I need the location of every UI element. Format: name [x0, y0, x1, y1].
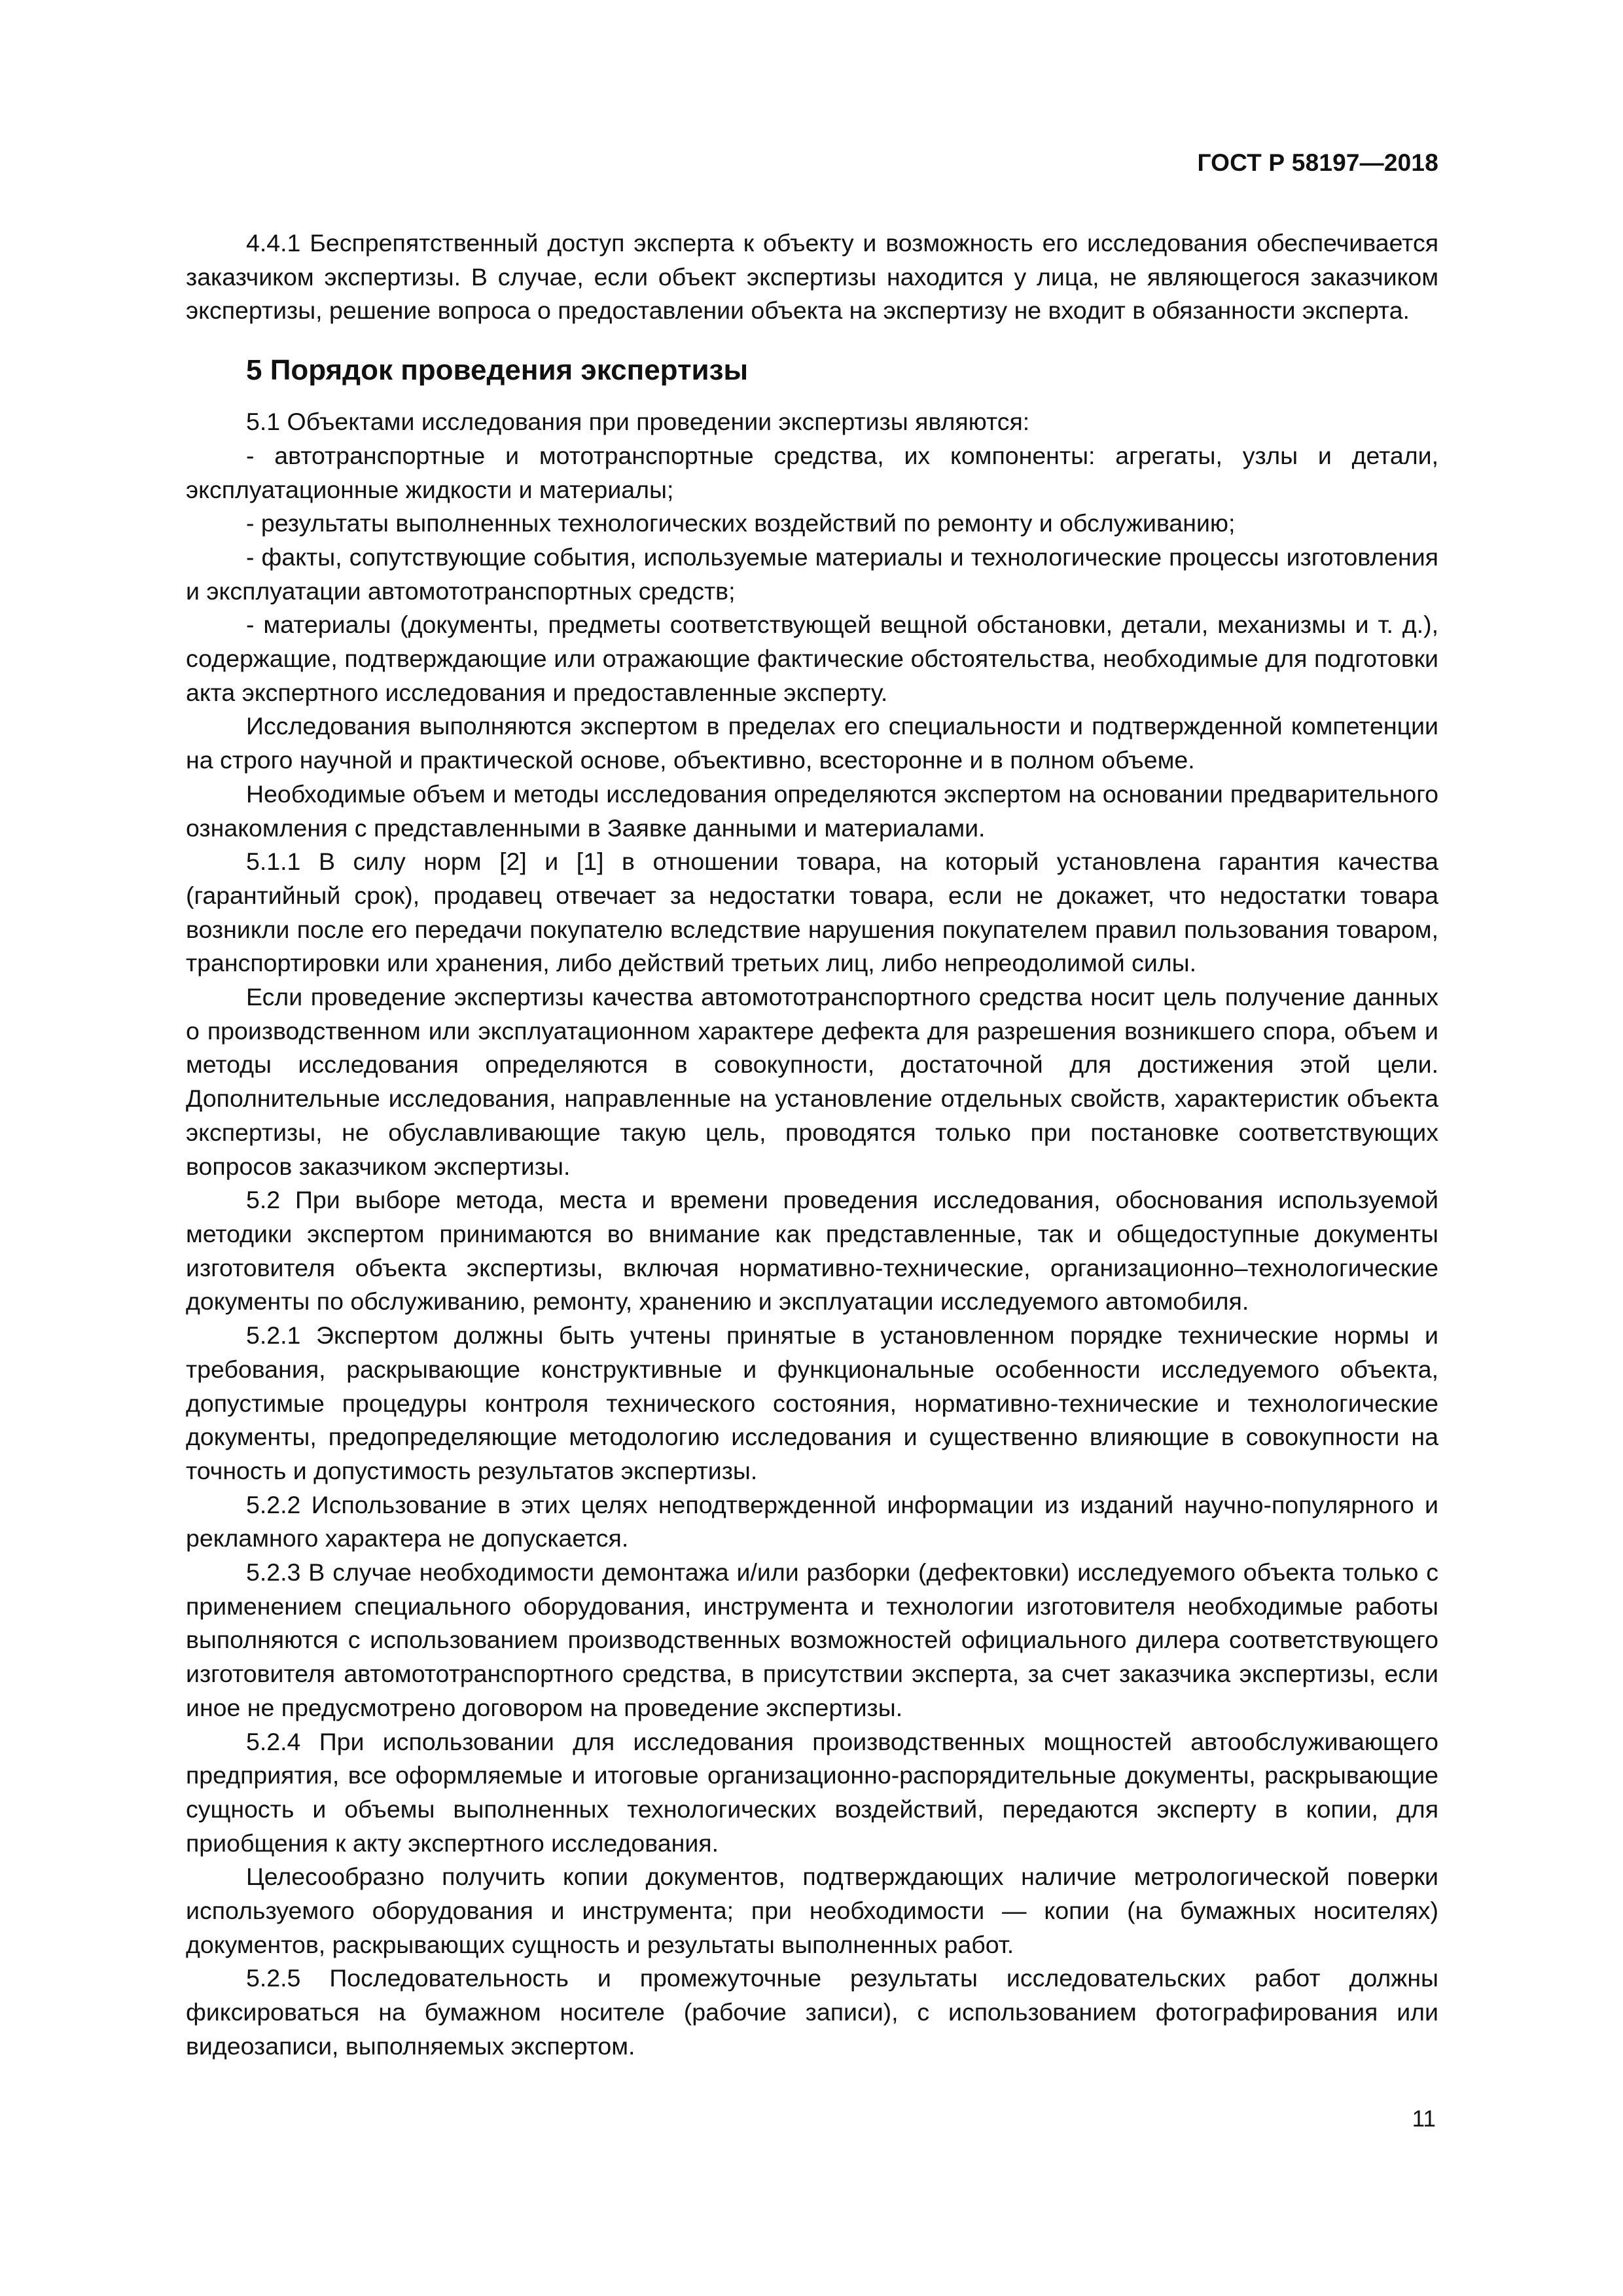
section-heading: 5 Порядок проведения экспертизы	[246, 354, 749, 387]
paragraph: 5.1.1 В силу норм [2] и [1] в отношении товара, на который установлена гарантия качества (гарантийный срок), продавец отвечает за недостатки товара, если не докажет, что недостатки товара возникли после его передачи покупателю вследствие нарушения покупателем правил пользования товаром, транспортировки или хранения, либо действий третьих лиц, либо непреодолимой силы.	[186, 848, 1438, 977]
paragraph: - факты, сопутствующие события, используемые материалы и технологические процессы изготовления и эксплуатации автомототранспортных средств;	[186, 543, 1438, 605]
page-number: 11	[1412, 2106, 1436, 2132]
document-code-header: ГОСТ Р 58197—2018	[1197, 149, 1438, 176]
paragraph: - результаты выполненных технологических воздействий по ремонту и обслуживанию;	[246, 509, 1236, 537]
paragraph: 5.2.2 Использование в этих целях неподтвержденной информации из изданий научно-популярного и рекламного характера не допускается.	[186, 1490, 1438, 1552]
paragraph: 5.2.3 В случае необходимости демонтажа и/или разборки (дефектовки) исследуемого объекта только с применением специального оборудования, инструмента и технологии изготовителя необходимые работы выполняются с использованием производственных возможностей официального дилера соответствующего изготовителя автомототранспортного средства, в присутствии эксперта, за счет заказчика экспертизы, если иное не предусмотрено договором на проведение экспертизы.	[186, 1558, 1438, 1721]
paragraph: Исследования выполняются экспертом в пределах его специальности и подтвержденной компетенции на строго научной и практической основе, объективно, всесторонне и в полном объеме.	[186, 712, 1438, 774]
paragraph: - материалы (документы, предметы соответствующей вещной обстановки, детали, механизмы и т. д.), содержащие, подтверждающие или отражающие фактические обстоятельства, необходимые для подготовки акта экспертного исследования и предоставленные эксперту.	[186, 611, 1438, 706]
paragraph: Если проведение экспертизы качества автомототранспортного средства носит цель получение данных о производственном или эксплуатационном характере дефекта для разрешения возникшего спора, объем и методы исследования определяются в совокупности, достаточной для достижения этой цели. Дополнительные исследования, направленные на установление отдельных свойств, характеристик объекта экспертизы, не обуславливающие такую цель, проводятся только при постановке соответствующих вопросов заказчиком экспертизы.	[186, 983, 1438, 1180]
paragraph: 5.1 Объектами исследования при проведении экспертизы являются:	[246, 408, 1030, 436]
paragraph: Необходимые объем и методы исследования определяются экспертом на основании предварительного ознакомления с представленными в Заявке данными и материалами.	[186, 780, 1438, 842]
section-paragraphs	[186, 405, 1438, 2063]
paragraph: 5.2.1 Экспертом должны быть учтены принятые в установленном порядке технические нормы и требования, раскрывающие конструктивные и функциональные особенности исследуемого объекта, допустимые процедуры контроля технического состояния, нормативно-технические и технологические документы, предопределяющие методологию исследования и существенно влияющие в совокупности на точность и допустимость результатов экспертизы.	[186, 1321, 1438, 1484]
paragraph: Целесообразно получить копии документов, подтверждающих наличие метрологической поверки используемого оборудования и инструмента; при необходимости — копии (на бумажных носителях) документов, раскрывающих сущность и результаты выполненных работ.	[186, 1863, 1438, 1958]
document-body	[186, 226, 1438, 2064]
paragraph: 5.2 При выборе метода, места и времени проведения исследования, обоснования используемой методики экспертом принимаются во внимание как представленные, так и общедоступные документы изготовителя объекта экспертизы, включая нормативно-технические, организационно–технологические документы по обслуживанию, ремонту, хранению и эксплуатации исследуемого автомобиля.	[186, 1186, 1438, 1316]
paragraph: 5.2.5 Последовательность и промежуточные результаты исследовательских работ должны фиксироваться на бумажном носителе (рабочие записи), с использованием фотографирования или видеозаписи, выполняемых экспертом.	[186, 1964, 1438, 2060]
intro-paragraphs	[186, 226, 1438, 328]
paragraph: - автотранспортные и мототранспортные средства, их компоненты: агрегаты, узлы и детали, эксплуатационные жидкости и материалы;	[186, 441, 1438, 503]
paragraph: 5.2.4 При использовании для исследования производственных мощностей автообслуживающего предприятия, все оформляемые и итоговые организационно-распорядительные документы, раскрывающие сущность и объемы выполненных технологических воздействий, передаются эксперту в копии, для приобщения к акту экспертного исследования.	[186, 1727, 1438, 1857]
paragraph: 4.4.1 Беспрепятственный доступ эксперта к объекту и возможность его исследования обеспечивается заказчиком экспертизы. В случае, если объект экспертизы находится у лица, не являющегося заказчиком экспертизы, решение вопроса о предоставлении объекта на экспертизу не входит в обязанности эксперта.	[186, 229, 1438, 325]
